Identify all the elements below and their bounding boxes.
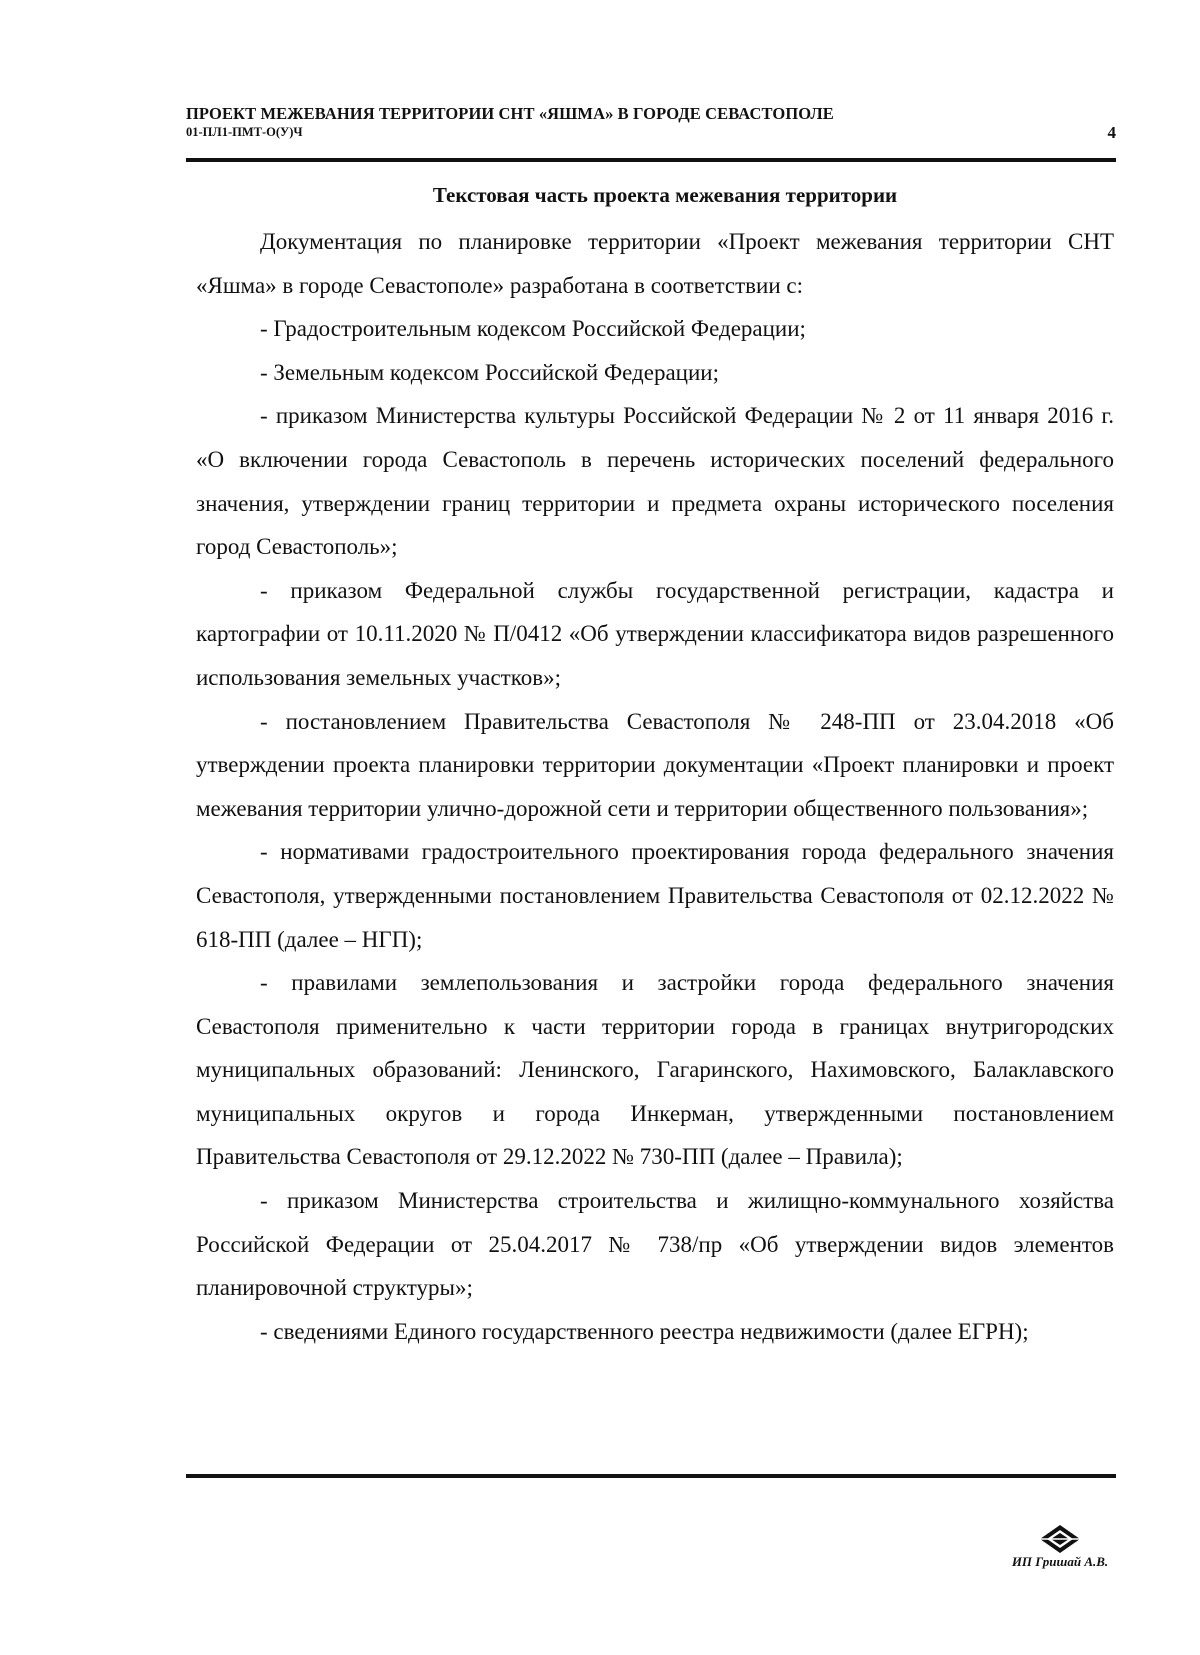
company-logo (1000, 1524, 1120, 1576)
list-item-planning-standards: - нормативами градостроительного проектирования города федерального значения Севастополя, утвержденными постановлением Правительства Севастополя от 02.12.2022 № 618-ПП (далее – НГП); (196, 839, 1114, 952)
header-divider (186, 158, 1116, 162)
logo-caption: ИП Гришай А.В. (1011, 1554, 1109, 1569)
list-item-egrn-data: - сведениями Единого государственного реестра недвижимости (далее ЕГРН); (260, 1318, 1029, 1344)
page-body (196, 180, 1114, 1353)
list-item-land-use-rules: - правилами землепользования и застройки города федерального значения Севастополя применительно к части территории города в границах внутригородских муниципальных образований: Ленинского, Гагаринского, Нахимовского, Балаклавского муниципальных округов и города Инкерман, утвержденными постановлением Правительства Севастополя от 29.12.2022 № 730-ПП (далее – Правила); (196, 970, 1114, 1170)
diamond-emblem-icon (1038, 1524, 1082, 1554)
footer-divider (186, 1474, 1116, 1478)
list-item-land-code: - Земельным кодексом Российской Федерации; (260, 359, 719, 385)
list-item-registration-service-order: - приказом Федеральной службы государственной регистрации, кадастра и картографии от 10.11.2020 № П/0412 «Об утверждении классификатора видов разрешенного использования земельных участков»; (196, 577, 1114, 690)
document-code: 01-ПЛ1-ПМТ-О(У)Ч (186, 125, 303, 139)
list-item-culture-ministry-order: - приказом Министерства культуры Российской Федерации № 2 от 11 января 2016 г. «О включении города Севастополь в перечень исторических поселений федерального значения, утверждении границ территории и предмета охраны исторического поселения город Севастополь»; (196, 403, 1114, 560)
list-item-construction-ministry-order: - приказом Министерства строительства и жилищно-коммунального хозяйства Российской Федерации от 25.04.2017 № 738/пр «Об утверждении видов элементов планировочной структуры»; (196, 1188, 1114, 1301)
list-item-government-resolution-248: - постановлением Правительства Севастополя № 248-ПП от 23.04.2018 «Об утверждении проекта планировки территории документации «Проект планировки и проект межевания территории улично-дорожной сети и территории общественного пользования»; (196, 708, 1114, 821)
page-header (186, 104, 1116, 140)
paragraph-intro: Документация по планировке территории «Проект межевания территории СНТ «Яшма» в городе Севастополе» разработана в соответствии с: (196, 229, 1114, 298)
document-title: ПРОЕКТ МЕЖЕВАНИЯ ТЕРРИТОРИИ СНТ «ЯШМА» В ГОРОДЕ СЕВАСТОПОЛЕ (186, 104, 834, 123)
list-item-town-planning-code: - Градостроительным кодексом Российской Федерации; (260, 316, 806, 342)
page-number: 4 (1107, 123, 1116, 142)
section-title: Текстовая часть проекта межевания территории (432, 183, 898, 207)
